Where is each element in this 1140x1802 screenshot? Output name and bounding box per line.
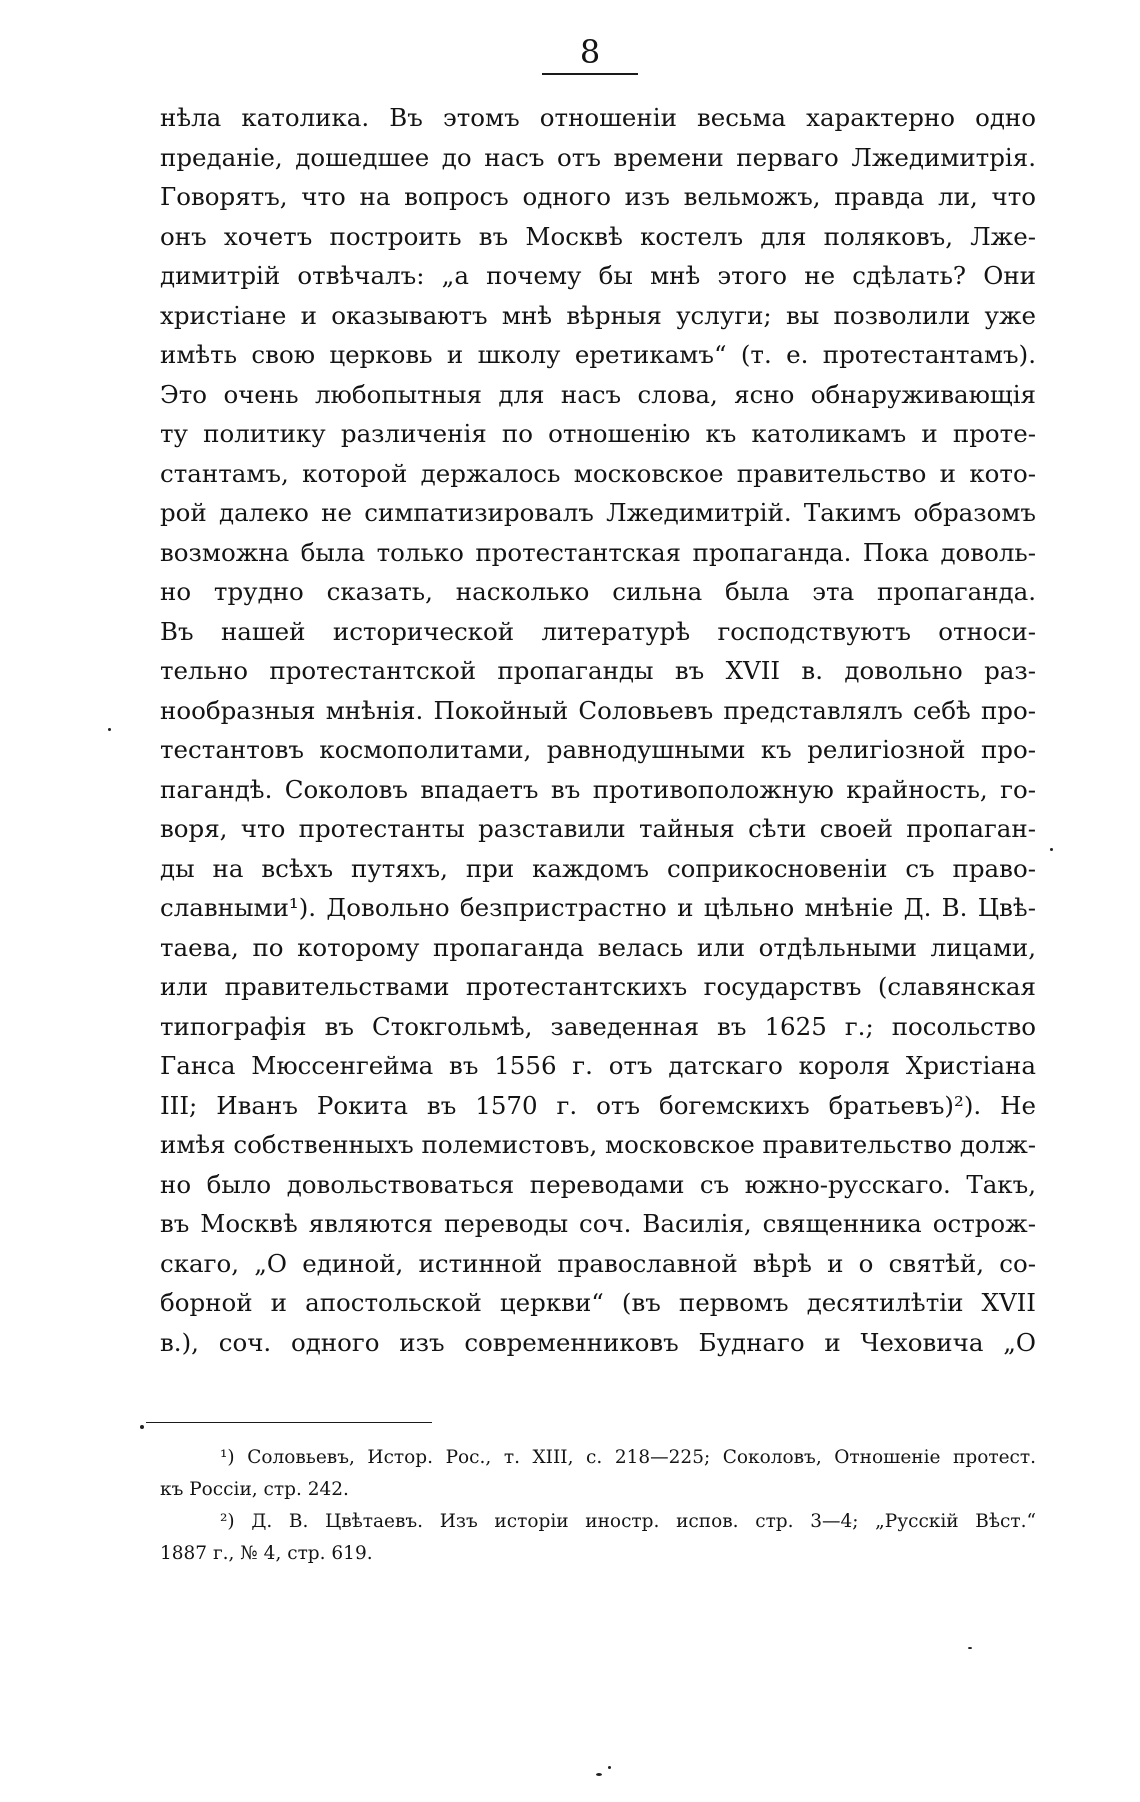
text-line: имѣть свою церковь и школу еретикамъ“ (т. е. протестантамъ). (160, 340, 1036, 369)
text-line: славными¹). Довольно безпристрастно и цѣльно мнѣніе Д. В. Цвѣ- (160, 893, 1036, 922)
page-number: 8 (579, 33, 601, 71)
text-line: скаго, „О единой, истинной православной вѣрѣ и о святѣй, со- (160, 1248, 1036, 1278)
text-line: типографія въ Стокгольмѣ, заведенная въ 1625 г.; посольство (160, 1011, 1036, 1041)
text-line: Говорятъ, что на вопросъ одного изъ вельможъ, правда ли, что (160, 182, 1036, 211)
footnote-rule (146, 1422, 432, 1423)
text-line: имѣя собственныхъ полемистовъ, московское правительство долж- (160, 1130, 1036, 1159)
text-line: тестантовъ космополитами, равнодушными къ религіозной про- (160, 735, 1036, 764)
footnote-1-line-1: ¹) Соловьевъ, Истор. Рос., т. XIII, с. 218—225; Соколовъ, Отношеніе протест. (220, 1447, 1036, 1468)
text-line: или правительствами протестантскихъ государствъ (славянская (160, 972, 1036, 1001)
footnote-2-line-1: ²) Д. В. Цвѣтаевъ. Изъ исторіи иностр. испов. стр. 3—4; „Русскій Вѣст.“ (220, 1511, 1036, 1532)
footnotes (160, 1442, 1036, 1570)
body-text (160, 98, 1036, 1362)
text-line: нообразныя мнѣнія. Покойный Соловьевъ представлялъ себѣ про- (160, 695, 1036, 725)
text-line: III; Иванъ Рокита въ 1570 г. отъ богемскихъ братьевъ)²). Не (160, 1090, 1036, 1120)
scan-speck (596, 1773, 602, 1776)
text-line: димитрій отвѣчалъ: „а почему бы мнѣ этого не сдѣлать? Они (160, 261, 1036, 290)
text-line: онъ хочетъ построить въ Москвѣ костелъ для поляковъ, Лже- (160, 221, 1036, 251)
text-line: христіане и оказываютъ мнѣ вѣрныя услуги; вы позволили уже (160, 300, 1036, 330)
text-line: въ Москвѣ являются переводы соч. Василія, священника острож- (160, 1209, 1036, 1238)
page-number-rule (542, 73, 638, 75)
text-line: в.), соч. одного изъ современниковъ Буднаго и Чеховича „О (160, 1327, 1036, 1357)
text-line: преданіе, дошедшее до насъ отъ времени перваго Лжедимитрія. (160, 142, 1036, 172)
text-line: ды на всѣхъ путяхъ, при каждомъ соприкосновеніи съ право- (160, 853, 1036, 883)
text-line: но было довольствоваться переводами съ южно-русскаго. Такъ, (160, 1169, 1036, 1199)
text-line: стантамъ, которой держалось московское правительство и кото- (160, 458, 1036, 488)
text-line: воря, что протестанты разставили тайныя сѣти своей пропаган- (160, 814, 1036, 843)
text-line: Ганса Мюссенгейма въ 1556 г. отъ датскаго короля Христіана (160, 1051, 1036, 1080)
text-line: рой далеко не симпатизировалъ Лжедимитрій. Такимъ образомъ (160, 498, 1036, 527)
text-line: но трудно сказать, насколько сильна была эта пропаганда. (160, 577, 1036, 606)
scan-speck (608, 1766, 611, 1769)
text-line: возможна была только протестантская пропаганда. Пока доволь- (160, 537, 1036, 567)
text-line: таева, по которому пропаганда велась или отдѣльными лицами, (160, 932, 1036, 962)
text-line: Это очень любопытныя для насъ слова, ясно обнаруживающія (160, 379, 1036, 409)
footnote-1-line-2: къ Россіи, стр. 242. (160, 1479, 349, 1500)
scan-speck (140, 1425, 144, 1429)
scan-speck (968, 1647, 972, 1649)
text-line: борной и апостольской церкви“ (въ первомъ десятилѣтіи XVII (160, 1288, 1036, 1317)
text-line: Въ нашей исторической литературѣ господствуютъ относи- (160, 616, 1036, 646)
scan-speck (108, 728, 111, 731)
text-line: пагандѣ. Соколовъ впадаетъ въ противоположную крайность, го- (160, 774, 1036, 804)
scan-speck (1050, 848, 1053, 851)
text-line: ту политику различенія по отношенію къ католикамъ и проте- (160, 419, 1036, 448)
footnote-2-line-2: 1887 г., № 4, стр. 619. (160, 1543, 373, 1564)
text-line: нѣла католика. Въ этомъ отношеніи весьма характерно одно (160, 103, 1036, 132)
text-line: тельно протестантской пропаганды въ XVII в. довольно раз- (160, 656, 1036, 685)
